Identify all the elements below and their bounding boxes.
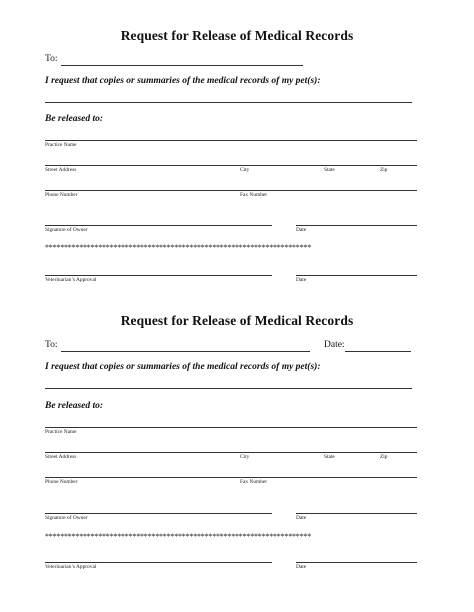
vet-date-label: Date bbox=[296, 564, 307, 570]
owner-signature-field[interactable] bbox=[45, 225, 272, 226]
practice-name-field[interactable] bbox=[45, 140, 417, 141]
vet-approval-label: Veterinarian’s Approval bbox=[45, 564, 97, 570]
owner-date-field[interactable] bbox=[296, 513, 417, 514]
pets-field[interactable] bbox=[45, 102, 412, 103]
address-field[interactable] bbox=[45, 165, 417, 166]
signature-of-owner-label: Signature of Owner bbox=[45, 515, 88, 521]
vet-date-field[interactable] bbox=[296, 562, 417, 563]
owner-signature-field[interactable] bbox=[45, 513, 272, 514]
separator: ********************************************************************** bbox=[45, 244, 312, 252]
request-text: I request that copies or summaries of the medical records of my pet(s): bbox=[45, 76, 321, 86]
street-address-label: Street Address bbox=[45, 167, 77, 173]
zip-label: Zip bbox=[380, 167, 388, 173]
city-label: City bbox=[240, 167, 250, 173]
phone-number-label: Phone Number bbox=[45, 192, 78, 198]
phone-fax-field[interactable] bbox=[45, 477, 417, 478]
to-field[interactable] bbox=[61, 65, 303, 66]
to-label: To: bbox=[45, 54, 58, 64]
pets-field[interactable] bbox=[45, 388, 412, 389]
practice-name-label: Practice Name bbox=[45, 142, 77, 148]
date-label-top: Date: bbox=[324, 340, 345, 350]
to-label: To: bbox=[45, 340, 58, 350]
separator: ********************************************************************** bbox=[45, 533, 312, 541]
date-label: Date bbox=[296, 515, 307, 521]
city-label: City bbox=[240, 454, 250, 460]
zip-label: Zip bbox=[380, 454, 388, 460]
phone-fax-field[interactable] bbox=[45, 190, 417, 191]
date-field-top[interactable] bbox=[345, 351, 411, 352]
released-to-heading: Be released to: bbox=[45, 114, 104, 124]
address-field[interactable] bbox=[45, 452, 417, 453]
date-label: Date bbox=[296, 227, 307, 233]
released-to-heading: Be released to: bbox=[45, 401, 104, 411]
request-text: I request that copies or summaries of the medical records of my pet(s): bbox=[45, 362, 321, 372]
practice-name-label: Practice Name bbox=[45, 429, 77, 435]
vet-approval-label: Veterinarian’s Approval bbox=[45, 277, 97, 283]
fax-number-label: Fax Number bbox=[240, 192, 268, 198]
vet-date-field[interactable] bbox=[296, 275, 417, 276]
form-title: Request for Release of Medical Records bbox=[120, 28, 354, 43]
to-field[interactable] bbox=[61, 351, 310, 352]
form-title: Request for Release of Medical Records bbox=[120, 313, 354, 328]
vet-approval-field[interactable] bbox=[45, 562, 272, 563]
phone-number-label: Phone Number bbox=[45, 479, 78, 485]
state-label: State bbox=[324, 167, 335, 173]
vet-date-label: Date bbox=[296, 277, 307, 283]
fax-number-label: Fax Number bbox=[240, 479, 268, 485]
street-address-label: Street Address bbox=[45, 454, 77, 460]
vet-approval-field[interactable] bbox=[45, 275, 272, 276]
practice-name-field[interactable] bbox=[45, 427, 417, 428]
signature-of-owner-label: Signature of Owner bbox=[45, 227, 88, 233]
owner-date-field[interactable] bbox=[296, 225, 417, 226]
state-label: State bbox=[324, 454, 335, 460]
